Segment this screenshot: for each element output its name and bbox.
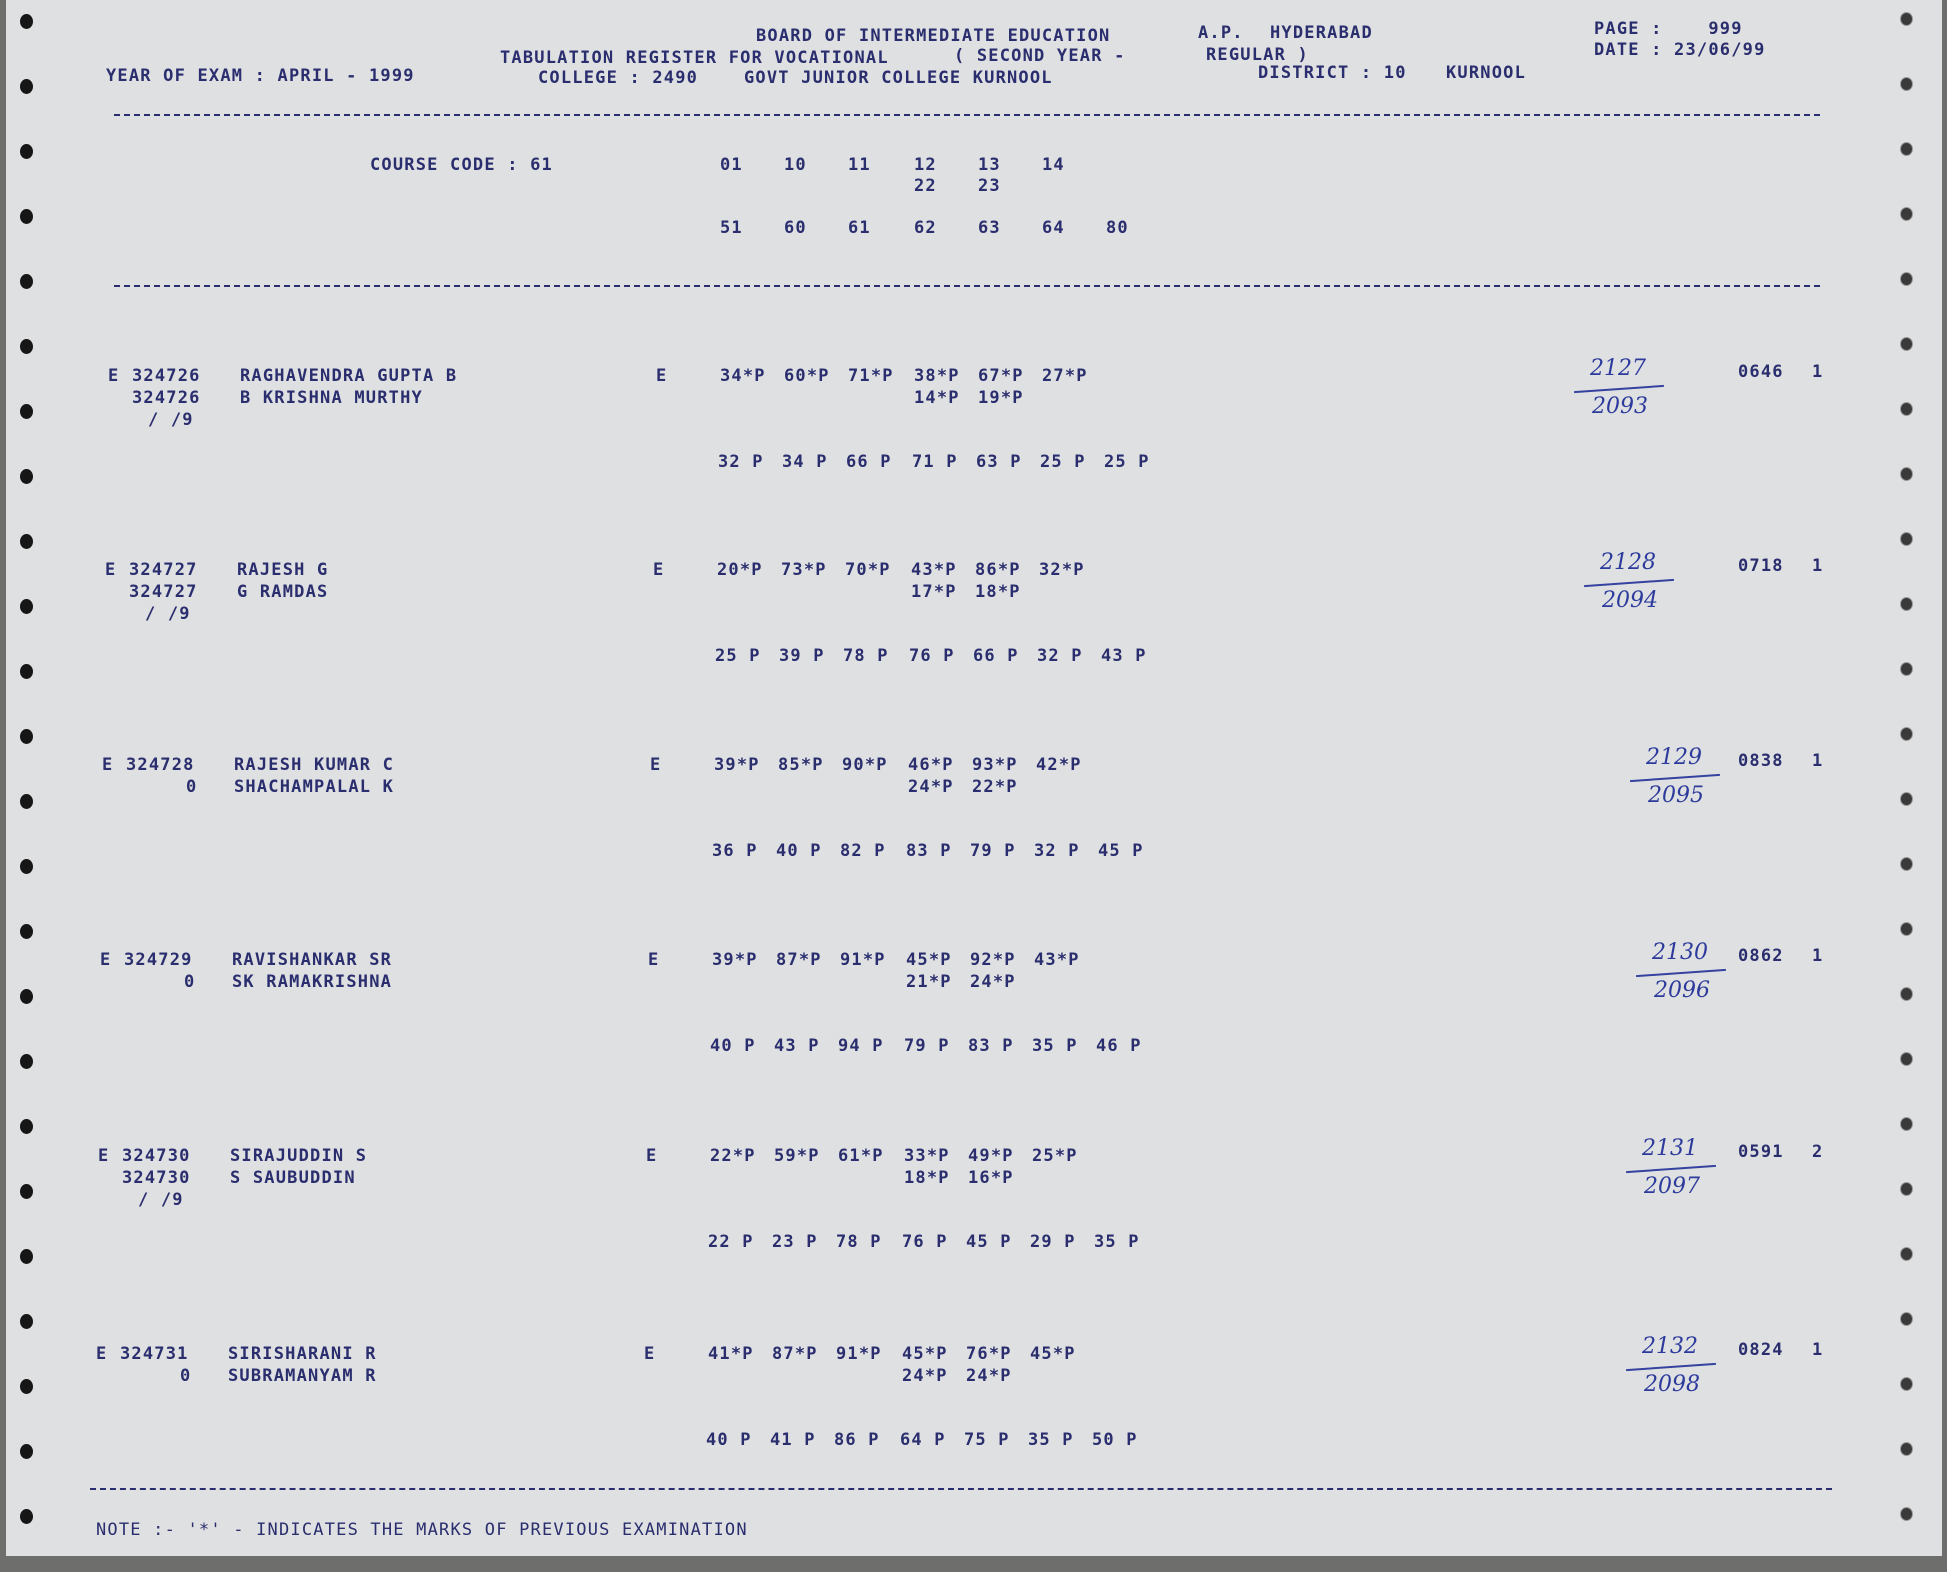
mark-previous: 17*P [911, 582, 957, 602]
mark-previous: 87*P [772, 1344, 818, 1364]
mark-previous: 38*P [914, 366, 960, 386]
mark-previous: 59*P [774, 1146, 820, 1166]
punch-hole [1900, 1247, 1913, 1261]
medium-code: E [656, 366, 668, 386]
punch-hole [20, 1249, 33, 1264]
subject-code: 01 [720, 155, 743, 175]
mark-current: 25 P [715, 646, 761, 666]
medium-code: E [650, 755, 662, 775]
mark-previous: 60*P [784, 366, 830, 386]
mark-previous: 24*P [970, 972, 1016, 992]
mark-current: 66 P [846, 452, 892, 472]
mark-current: 39 P [779, 646, 825, 666]
board-title: BOARD OF INTERMEDIATE EDUCATION [756, 26, 1111, 46]
subject-code: 11 [848, 155, 871, 175]
mark-current: 46 P [1096, 1036, 1142, 1056]
medium-code: E [648, 950, 660, 970]
mark-previous: 61*P [838, 1146, 884, 1166]
mark-previous: 43*P [1034, 950, 1080, 970]
mark-previous: 14*P [914, 388, 960, 408]
tabulation-sheet [6, 0, 1942, 1556]
mark-current: 34 P [782, 452, 828, 472]
exam-code: E [98, 1146, 110, 1166]
mark-previous: 46*P [908, 755, 954, 775]
punch-hole [20, 1184, 33, 1199]
subject-code: 10 [784, 155, 807, 175]
punch-hole [1900, 207, 1913, 221]
punch-hole [1900, 597, 1913, 611]
handwritten-number: 2128 [1600, 550, 1656, 575]
district-name: KURNOOL [1446, 63, 1527, 83]
mark-previous: 67*P [978, 366, 1024, 386]
footnote: NOTE :- '*' - INDICATES THE MARKS OF PREVIOUS EXAMINATION [96, 1520, 748, 1540]
subject-code: 51 [720, 218, 743, 238]
punch-hole [1900, 792, 1913, 806]
mark-previous: 70*P [845, 560, 891, 580]
mark-previous: 41*P [708, 1344, 754, 1364]
handwritten-fraction-bar [1584, 579, 1674, 587]
division: 1 [1812, 362, 1824, 382]
page-number: PAGE : 999 [1594, 19, 1743, 39]
handwritten-fraction-bar [1636, 969, 1726, 977]
mark-current: 45 P [1098, 841, 1144, 861]
punch-hole [1900, 532, 1913, 546]
mark-current: 75 P [964, 1430, 1010, 1450]
mark-current: 45 P [966, 1232, 1012, 1252]
division: 2 [1812, 1142, 1824, 1162]
punch-hole [1900, 727, 1913, 741]
punch-hole [20, 1119, 33, 1134]
mark-previous: 43*P [911, 560, 957, 580]
subject-code: 61 [848, 218, 871, 238]
mark-previous: 87*P [776, 950, 822, 970]
punch-hole [20, 209, 33, 224]
mark-previous: 22*P [710, 1146, 756, 1166]
register-title: TABULATION REGISTER FOR VOCATIONAL [500, 48, 889, 68]
mark-previous: 45*P [906, 950, 952, 970]
division: 1 [1812, 556, 1824, 576]
subject-code: 62 [914, 218, 937, 238]
mark-previous: 42*P [1036, 755, 1082, 775]
punch-hole [1900, 142, 1913, 156]
mark-current: 40 P [776, 841, 822, 861]
punch-hole [20, 664, 33, 679]
subject-code: 22 [914, 176, 937, 196]
handwritten-fraction-bar [1574, 385, 1664, 393]
mark-previous: 21*P [906, 972, 952, 992]
secondary-code: 324730 [122, 1168, 191, 1188]
mark-current: 76 P [902, 1232, 948, 1252]
medium-code: E [644, 1344, 656, 1364]
punch-hole [20, 469, 33, 484]
city-label: HYDERABAD [1270, 23, 1373, 43]
secondary-code: 0 [184, 972, 196, 992]
mark-previous: 18*P [975, 582, 1021, 602]
division: 1 [1812, 751, 1824, 771]
mark-previous: 24*P [902, 1366, 948, 1386]
mark-previous: 85*P [778, 755, 824, 775]
mark-previous: 49*P [968, 1146, 1014, 1166]
total-marks: 0646 [1738, 362, 1784, 382]
mark-current: 25 P [1104, 452, 1150, 472]
mark-current: 94 P [838, 1036, 884, 1056]
handwritten-number: 2095 [1648, 783, 1704, 808]
punch-hole [20, 989, 33, 1004]
mark-current: 83 P [968, 1036, 1014, 1056]
second-year-label: ( SECOND YEAR - [954, 46, 1126, 66]
secondary-code: 324727 [129, 582, 198, 602]
handwritten-fraction-bar [1626, 1363, 1716, 1371]
handwritten-serial [1630, 747, 1720, 817]
student-name: SIRAJUDDIN S [230, 1146, 368, 1166]
mark-current: 86 P [834, 1430, 880, 1450]
exam-code: E [102, 755, 114, 775]
punch-hole [1900, 1377, 1913, 1391]
year-of-exam: YEAR OF EXAM : APRIL - 1999 [106, 66, 415, 86]
mark-current: 32 P [718, 452, 764, 472]
mark-previous: 39*P [714, 755, 760, 775]
handwritten-number: 2096 [1654, 978, 1710, 1003]
punch-hole [20, 1509, 33, 1524]
father-name: S SAUBUDDIN [230, 1168, 356, 1188]
mark-previous: 45*P [902, 1344, 948, 1364]
secondary-code: 0 [186, 777, 198, 797]
handwritten-number: 2131 [1642, 1136, 1698, 1161]
mark-current: 63 P [976, 452, 1022, 472]
punch-hole [1900, 1507, 1913, 1521]
punch-hole [1900, 1312, 1913, 1326]
subject-code: 13 [978, 155, 1001, 175]
year-mark: / /9 [138, 1190, 184, 1210]
mark-previous: 91*P [840, 950, 886, 970]
hall-ticket-number: 324728 [126, 755, 195, 775]
hall-ticket-number: 324731 [120, 1344, 189, 1364]
punch-hole [20, 1314, 33, 1329]
mark-current: 32 P [1034, 841, 1080, 861]
exam-code: E [96, 1344, 108, 1364]
handwritten-fraction-bar [1626, 1165, 1716, 1173]
mark-previous: 27*P [1042, 366, 1088, 386]
handwritten-serial [1584, 552, 1674, 622]
punch-hole [20, 534, 33, 549]
handwritten-number: 2094 [1602, 588, 1658, 613]
mark-previous: 20*P [717, 560, 763, 580]
divider-top [114, 114, 1820, 116]
tractor-feed-holes-left [12, 0, 36, 1556]
mark-current: 64 P [900, 1430, 946, 1450]
punch-hole [1900, 337, 1913, 351]
handwritten-number: 2097 [1644, 1174, 1700, 1199]
mark-current: 32 P [1037, 646, 1083, 666]
mark-previous: 34*P [720, 366, 766, 386]
father-name: B KRISHNA MURTHY [240, 388, 423, 408]
subject-code: 80 [1106, 218, 1129, 238]
handwritten-number: 2130 [1652, 940, 1708, 965]
mark-current: 66 P [973, 646, 1019, 666]
mark-current: 41 P [770, 1430, 816, 1450]
mark-current: 29 P [1030, 1232, 1076, 1252]
medium-code: E [653, 560, 665, 580]
mark-previous: 93*P [972, 755, 1018, 775]
regular-label: REGULAR ) [1206, 45, 1309, 65]
handwritten-serial [1636, 942, 1726, 1012]
punch-hole [1900, 1052, 1913, 1066]
mark-current: 40 P [706, 1430, 752, 1450]
mark-previous: 71*P [848, 366, 894, 386]
division: 1 [1812, 946, 1824, 966]
mark-previous: 39*P [712, 950, 758, 970]
father-name: SUBRAMANYAM R [228, 1366, 377, 1386]
mark-previous: 25*P [1032, 1146, 1078, 1166]
hall-ticket-number: 324730 [122, 1146, 191, 1166]
handwritten-number: 2093 [1592, 394, 1648, 419]
exam-code: E [108, 366, 120, 386]
total-marks: 0838 [1738, 751, 1784, 771]
punch-hole [20, 79, 33, 94]
medium-code: E [646, 1146, 658, 1166]
punch-hole [20, 729, 33, 744]
subject-code: 12 [914, 155, 937, 175]
handwritten-number: 2132 [1642, 1334, 1698, 1359]
punch-hole [20, 339, 33, 354]
total-marks: 0591 [1738, 1142, 1784, 1162]
mark-current: 43 P [1101, 646, 1147, 666]
mark-current: 82 P [840, 841, 886, 861]
year-mark: / /9 [148, 410, 194, 430]
mark-previous: 76*P [966, 1344, 1012, 1364]
course-code-label: COURSE CODE : 61 [370, 155, 553, 175]
mark-current: 25 P [1040, 452, 1086, 472]
mark-previous: 91*P [836, 1344, 882, 1364]
handwritten-number: 2098 [1644, 1372, 1700, 1397]
punch-hole [20, 1379, 33, 1394]
mark-previous: 18*P [904, 1168, 950, 1188]
punch-hole [1900, 1117, 1913, 1131]
punch-hole [1900, 1182, 1913, 1196]
mark-current: 76 P [909, 646, 955, 666]
hall-ticket-number: 324729 [124, 950, 193, 970]
mark-previous: 86*P [975, 560, 1021, 580]
college-name: GOVT JUNIOR COLLEGE KURNOOL [744, 68, 1053, 88]
punch-hole [20, 794, 33, 809]
total-marks: 0718 [1738, 556, 1784, 576]
student-name: RAVISHANKAR SR [232, 950, 393, 970]
punch-hole [20, 274, 33, 289]
student-name: RAJESH KUMAR C [234, 755, 395, 775]
hall-ticket-number: 324726 [132, 366, 201, 386]
punch-hole [1900, 467, 1913, 481]
mark-current: 43 P [774, 1036, 820, 1056]
mark-current: 83 P [906, 841, 952, 861]
handwritten-fraction-bar [1630, 774, 1720, 782]
father-name: SHACHAMPALAL K [234, 777, 395, 797]
mark-previous: 19*P [978, 388, 1024, 408]
secondary-code: 324726 [132, 388, 201, 408]
handwritten-serial [1574, 358, 1664, 428]
mark-previous: 90*P [842, 755, 888, 775]
mark-previous: 32*P [1039, 560, 1085, 580]
punch-hole [1900, 1442, 1913, 1456]
tractor-feed-holes-right [1896, 0, 1920, 1556]
punch-hole [1900, 77, 1913, 91]
mark-previous: 22*P [972, 777, 1018, 797]
mark-current: 35 P [1094, 1232, 1140, 1252]
student-name: SIRISHARANI R [228, 1344, 377, 1364]
print-date: DATE : 23/06/99 [1594, 40, 1766, 60]
district-code: DISTRICT : 10 [1258, 63, 1407, 83]
punch-hole [20, 924, 33, 939]
punch-hole [20, 144, 33, 159]
mark-current: 79 P [904, 1036, 950, 1056]
subject-code: 64 [1042, 218, 1065, 238]
handwritten-serial [1626, 1336, 1716, 1406]
mark-previous: 16*P [968, 1168, 1014, 1188]
total-marks: 0862 [1738, 946, 1784, 966]
father-name: G RAMDAS [237, 582, 329, 602]
mark-current: 36 P [712, 841, 758, 861]
punch-hole [1900, 402, 1913, 416]
mark-previous: 92*P [970, 950, 1016, 970]
punch-hole [20, 859, 33, 874]
exam-code: E [105, 560, 117, 580]
handwritten-number: 2127 [1590, 356, 1646, 381]
mark-current: 35 P [1032, 1036, 1078, 1056]
punch-hole [1900, 857, 1913, 871]
secondary-code: 0 [180, 1366, 192, 1386]
divider-bottom [90, 1488, 1832, 1490]
exam-code: E [100, 950, 112, 970]
punch-hole [1900, 922, 1913, 936]
punch-hole [20, 404, 33, 419]
divider-course [114, 285, 1820, 287]
mark-current: 40 P [710, 1036, 756, 1056]
mark-current: 22 P [708, 1232, 754, 1252]
punch-hole [20, 599, 33, 614]
mark-current: 78 P [843, 646, 889, 666]
punch-hole [20, 1054, 33, 1069]
punch-hole [20, 1444, 33, 1459]
subject-code: 63 [978, 218, 1001, 238]
mark-previous: 33*P [904, 1146, 950, 1166]
student-name: RAJESH G [237, 560, 329, 580]
mark-current: 78 P [836, 1232, 882, 1252]
handwritten-serial [1626, 1138, 1716, 1208]
mark-current: 23 P [772, 1232, 818, 1252]
mark-previous: 24*P [908, 777, 954, 797]
father-name: SK RAMAKRISHNA [232, 972, 393, 992]
mark-previous: 73*P [781, 560, 827, 580]
punch-hole [1900, 662, 1913, 676]
handwritten-number: 2129 [1646, 745, 1702, 770]
punch-hole [1900, 12, 1913, 26]
punch-hole [1900, 987, 1913, 1001]
mark-current: 71 P [912, 452, 958, 472]
subject-code: 23 [978, 176, 1001, 196]
mark-previous: 45*P [1030, 1344, 1076, 1364]
subject-code: 14 [1042, 155, 1065, 175]
punch-hole [1900, 272, 1913, 286]
punch-hole [20, 14, 33, 29]
hall-ticket-number: 324727 [129, 560, 198, 580]
mark-previous: 24*P [966, 1366, 1012, 1386]
ap-label: A.P. [1198, 23, 1244, 43]
division: 1 [1812, 1340, 1824, 1360]
mark-current: 79 P [970, 841, 1016, 861]
student-name: RAGHAVENDRA GUPTA B [240, 366, 458, 386]
total-marks: 0824 [1738, 1340, 1784, 1360]
subject-code: 60 [784, 218, 807, 238]
college-code: COLLEGE : 2490 [538, 68, 699, 88]
mark-current: 35 P [1028, 1430, 1074, 1450]
year-mark: / /9 [145, 604, 191, 624]
mark-current: 50 P [1092, 1430, 1138, 1450]
